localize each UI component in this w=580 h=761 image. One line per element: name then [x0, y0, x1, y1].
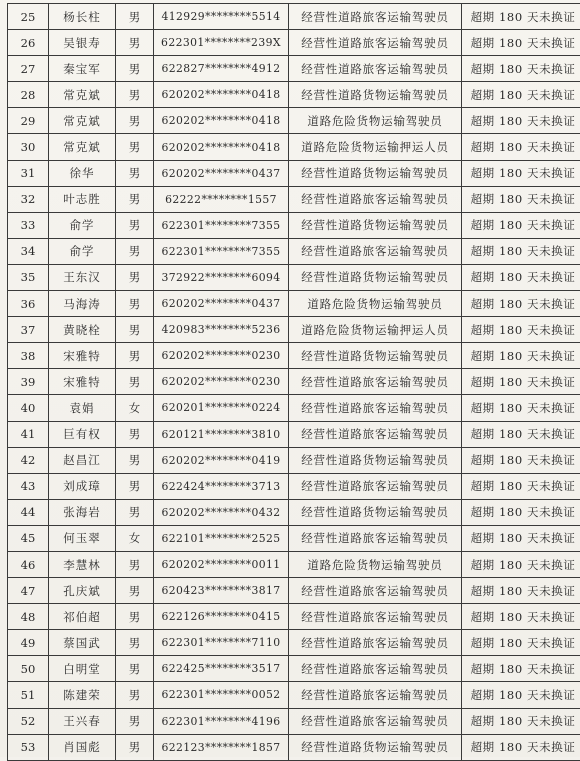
table-row — [8, 630, 580, 656]
table-row — [8, 473, 580, 499]
id-number-cell: 62222********1557 — [154, 186, 289, 212]
qualification-type-cell: 经营性道路旅客运输驾驶员 — [289, 708, 462, 734]
driver-record-table — [7, 3, 580, 761]
driver-name-cell: 王东汉 — [49, 264, 116, 290]
id-number-cell: 622301********7110 — [154, 630, 289, 656]
table-row — [8, 656, 580, 682]
id-number-cell: 622301********7355 — [154, 212, 289, 238]
certificate-status-cell: 超期 180 天未换证 — [462, 4, 580, 30]
id-number-cell: 620202********0011 — [154, 551, 289, 577]
driver-name-cell: 孔庆斌 — [49, 578, 116, 604]
qualification-type-cell: 经营性道路货物运输驾驶员 — [289, 343, 462, 369]
table-row — [8, 238, 580, 264]
qualification-type-cell: 经营性道路旅客运输驾驶员 — [289, 30, 462, 56]
row-number-cell: 47 — [8, 578, 49, 604]
row-number-cell: 29 — [8, 108, 49, 134]
row-number-cell: 41 — [8, 421, 49, 447]
row-number-cell: 42 — [8, 447, 49, 473]
id-number-cell: 622126********0415 — [154, 604, 289, 630]
gender-cell: 男 — [116, 369, 154, 395]
certificate-status-cell: 超期 180 天未换证 — [462, 56, 580, 82]
driver-name-cell: 常克斌 — [49, 82, 116, 108]
table-row — [8, 578, 580, 604]
qualification-type-cell: 经营性道路货物运输驾驶员 — [289, 447, 462, 473]
table-row — [8, 499, 580, 525]
driver-name-cell: 赵昌江 — [49, 447, 116, 473]
gender-cell: 男 — [116, 578, 154, 604]
qualification-type-cell: 经营性道路旅客运输驾驶员 — [289, 656, 462, 682]
certificate-status-cell: 超期 180 天未换证 — [462, 708, 580, 734]
certificate-status-cell: 超期 180 天未换证 — [462, 734, 580, 760]
gender-cell: 男 — [116, 447, 154, 473]
gender-cell: 男 — [116, 343, 154, 369]
driver-name-cell: 秦宝军 — [49, 56, 116, 82]
qualification-type-cell: 经营性道路货物运输驾驶员 — [289, 212, 462, 238]
driver-name-cell: 常克斌 — [49, 108, 116, 134]
id-number-cell: 620202********0432 — [154, 499, 289, 525]
qualification-type-cell: 道路危险货物运输驾驶员 — [289, 291, 462, 317]
certificate-status-cell: 超期 180 天未换证 — [462, 395, 580, 421]
row-number-cell: 28 — [8, 82, 49, 108]
id-number-cell: 620202********0419 — [154, 447, 289, 473]
gender-cell: 男 — [116, 630, 154, 656]
id-number-cell: 620202********0418 — [154, 134, 289, 160]
gender-cell: 男 — [116, 108, 154, 134]
certificate-status-cell: 超期 180 天未换证 — [462, 160, 580, 186]
gender-cell: 男 — [116, 551, 154, 577]
certificate-status-cell: 超期 180 天未换证 — [462, 134, 580, 160]
certificate-status-cell: 超期 180 天未换证 — [462, 551, 580, 577]
row-number-cell: 48 — [8, 604, 49, 630]
driver-name-cell: 王兴春 — [49, 708, 116, 734]
table-row — [8, 525, 580, 551]
row-number-cell: 38 — [8, 343, 49, 369]
certificate-status-cell: 超期 180 天未换证 — [462, 186, 580, 212]
qualification-type-cell: 经营性道路旅客运输驾驶员 — [289, 395, 462, 421]
certificate-status-cell: 超期 180 天未换证 — [462, 212, 580, 238]
row-number-cell: 34 — [8, 238, 49, 264]
row-number-cell: 52 — [8, 708, 49, 734]
driver-name-cell: 宋雅特 — [49, 343, 116, 369]
gender-cell: 男 — [116, 291, 154, 317]
table-row — [8, 604, 580, 630]
row-number-cell: 31 — [8, 160, 49, 186]
gender-cell: 男 — [116, 264, 154, 290]
qualification-type-cell: 道路危险货物运输驾驶员 — [289, 551, 462, 577]
qualification-type-cell: 经营性道路旅客运输驾驶员 — [289, 4, 462, 30]
id-number-cell: 622301********7355 — [154, 238, 289, 264]
qualification-type-cell: 道路危险货物运输押运人员 — [289, 317, 462, 343]
qualification-type-cell: 道路危险货物运输押运人员 — [289, 134, 462, 160]
row-number-cell: 46 — [8, 551, 49, 577]
table-row — [8, 82, 580, 108]
id-number-cell: 620202********0437 — [154, 291, 289, 317]
driver-name-cell: 祁伯超 — [49, 604, 116, 630]
id-number-cell: 620202********0230 — [154, 369, 289, 395]
qualification-type-cell: 经营性道路货物运输驾驶员 — [289, 160, 462, 186]
table-row — [8, 708, 580, 734]
table-row — [8, 186, 580, 212]
qualification-type-cell: 经营性道路旅客运输驾驶员 — [289, 56, 462, 82]
row-number-cell: 32 — [8, 186, 49, 212]
driver-name-cell: 白明堂 — [49, 656, 116, 682]
certificate-status-cell: 超期 180 天未换证 — [462, 578, 580, 604]
row-number-cell: 27 — [8, 56, 49, 82]
driver-name-cell: 徐华 — [49, 160, 116, 186]
id-number-cell: 622123********1857 — [154, 734, 289, 760]
id-number-cell: 622301********4196 — [154, 708, 289, 734]
id-number-cell: 620202********0418 — [154, 108, 289, 134]
gender-cell: 男 — [116, 604, 154, 630]
certificate-status-cell: 超期 180 天未换证 — [462, 369, 580, 395]
gender-cell: 女 — [116, 525, 154, 551]
certificate-status-cell: 超期 180 天未换证 — [462, 317, 580, 343]
row-number-cell: 44 — [8, 499, 49, 525]
row-number-cell: 35 — [8, 264, 49, 290]
gender-cell: 男 — [116, 56, 154, 82]
certificate-status-cell: 超期 180 天未换证 — [462, 499, 580, 525]
row-number-cell: 33 — [8, 212, 49, 238]
driver-name-cell: 马海涛 — [49, 291, 116, 317]
table-row — [8, 134, 580, 160]
driver-name-cell: 袁娟 — [49, 395, 116, 421]
driver-name-cell: 叶志胜 — [49, 186, 116, 212]
certificate-status-cell: 超期 180 天未换证 — [462, 238, 580, 264]
row-number-cell: 39 — [8, 369, 49, 395]
id-number-cell: 620202********0230 — [154, 343, 289, 369]
qualification-type-cell: 经营性道路旅客运输驾驶员 — [289, 186, 462, 212]
table-row — [8, 212, 580, 238]
certificate-status-cell: 超期 180 天未换证 — [462, 30, 580, 56]
gender-cell: 男 — [116, 499, 154, 525]
certificate-status-cell: 超期 180 天未换证 — [462, 630, 580, 656]
table-row — [8, 56, 580, 82]
row-number-cell: 43 — [8, 473, 49, 499]
table-row — [8, 421, 580, 447]
row-number-cell: 53 — [8, 734, 49, 760]
gender-cell: 男 — [116, 212, 154, 238]
qualification-type-cell: 经营性道路货物运输驾驶员 — [289, 264, 462, 290]
id-number-cell: 620121********3810 — [154, 421, 289, 447]
table-body — [8, 4, 580, 761]
gender-cell: 男 — [116, 734, 154, 760]
gender-cell: 男 — [116, 708, 154, 734]
gender-cell: 男 — [116, 473, 154, 499]
row-number-cell: 50 — [8, 656, 49, 682]
table-row — [8, 160, 580, 186]
qualification-type-cell: 经营性道路旅客运输驾驶员 — [289, 473, 462, 499]
qualification-type-cell: 经营性道路旅客运输驾驶员 — [289, 421, 462, 447]
certificate-status-cell: 超期 180 天未换证 — [462, 264, 580, 290]
id-number-cell: 420983********5236 — [154, 317, 289, 343]
id-number-cell: 622301********0052 — [154, 682, 289, 708]
driver-name-cell: 俞学 — [49, 238, 116, 264]
id-number-cell: 622301********239X — [154, 30, 289, 56]
gender-cell: 男 — [116, 421, 154, 447]
qualification-type-cell: 经营性道路旅客运输驾驶员 — [289, 369, 462, 395]
table-row — [8, 551, 580, 577]
row-number-cell: 37 — [8, 317, 49, 343]
row-number-cell: 25 — [8, 4, 49, 30]
table-row — [8, 264, 580, 290]
gender-cell: 男 — [116, 4, 154, 30]
qualification-type-cell: 经营性道路旅客运输驾驶员 — [289, 238, 462, 264]
qualification-type-cell: 经营性道路旅客运输驾驶员 — [289, 525, 462, 551]
table-row — [8, 108, 580, 134]
id-number-cell: 622425********3517 — [154, 656, 289, 682]
gender-cell: 男 — [116, 134, 154, 160]
row-number-cell: 51 — [8, 682, 49, 708]
qualification-type-cell: 经营性道路旅客运输驾驶员 — [289, 682, 462, 708]
table-row — [8, 4, 580, 30]
certificate-status-cell: 超期 180 天未换证 — [462, 421, 580, 447]
driver-name-cell: 刘成璋 — [49, 473, 116, 499]
qualification-type-cell: 经营性道路旅客运输驾驶员 — [289, 630, 462, 656]
gender-cell: 男 — [116, 656, 154, 682]
certificate-status-cell: 超期 180 天未换证 — [462, 291, 580, 317]
table-row — [8, 682, 580, 708]
gender-cell: 男 — [116, 238, 154, 264]
driver-name-cell: 常克斌 — [49, 134, 116, 160]
certificate-status-cell: 超期 180 天未换证 — [462, 604, 580, 630]
id-number-cell: 620202********0418 — [154, 82, 289, 108]
gender-cell: 男 — [116, 682, 154, 708]
row-number-cell: 36 — [8, 291, 49, 317]
driver-name-cell: 杨长柱 — [49, 4, 116, 30]
id-number-cell: 620201********0224 — [154, 395, 289, 421]
certificate-status-cell: 超期 180 天未换证 — [462, 473, 580, 499]
row-number-cell: 49 — [8, 630, 49, 656]
driver-name-cell: 宋雅特 — [49, 369, 116, 395]
driver-name-cell: 李慧林 — [49, 551, 116, 577]
certificate-status-cell: 超期 180 天未换证 — [462, 82, 580, 108]
driver-name-cell: 黄晓栓 — [49, 317, 116, 343]
row-number-cell: 40 — [8, 395, 49, 421]
id-number-cell: 620423********3817 — [154, 578, 289, 604]
id-number-cell: 620202********0437 — [154, 160, 289, 186]
row-number-cell: 30 — [8, 134, 49, 160]
qualification-type-cell: 道路危险货物运输驾驶员 — [289, 108, 462, 134]
certificate-status-cell: 超期 180 天未换证 — [462, 108, 580, 134]
gender-cell: 男 — [116, 317, 154, 343]
qualification-type-cell: 经营性道路旅客运输驾驶员 — [289, 578, 462, 604]
table-row — [8, 447, 580, 473]
driver-name-cell: 肖国彪 — [49, 734, 116, 760]
table-row — [8, 343, 580, 369]
qualification-type-cell: 经营性道路货物运输驾驶员 — [289, 734, 462, 760]
id-number-cell: 412929********5514 — [154, 4, 289, 30]
table-row — [8, 291, 580, 317]
table-row — [8, 30, 580, 56]
table-row — [8, 734, 580, 760]
driver-name-cell: 蔡国武 — [49, 630, 116, 656]
id-number-cell: 622827********4912 — [154, 56, 289, 82]
table-row — [8, 369, 580, 395]
qualification-type-cell: 经营性道路货物运输驾驶员 — [289, 82, 462, 108]
qualification-type-cell: 经营性道路货物运输驾驶员 — [289, 499, 462, 525]
certificate-status-cell: 超期 180 天未换证 — [462, 682, 580, 708]
row-number-cell: 26 — [8, 30, 49, 56]
gender-cell: 男 — [116, 186, 154, 212]
certificate-status-cell: 超期 180 天未换证 — [462, 525, 580, 551]
certificate-status-cell: 超期 180 天未换证 — [462, 447, 580, 473]
qualification-type-cell: 经营性道路旅客运输驾驶员 — [289, 604, 462, 630]
certificate-status-cell: 超期 180 天未换证 — [462, 656, 580, 682]
gender-cell: 男 — [116, 160, 154, 186]
id-number-cell: 372922********6094 — [154, 264, 289, 290]
driver-name-cell: 吴银寿 — [49, 30, 116, 56]
table-row — [8, 317, 580, 343]
table-row — [8, 395, 580, 421]
driver-name-cell: 俞学 — [49, 212, 116, 238]
driver-name-cell: 巨有权 — [49, 421, 116, 447]
id-number-cell: 622424********3713 — [154, 473, 289, 499]
driver-name-cell: 陈建荣 — [49, 682, 116, 708]
id-number-cell: 622101********2525 — [154, 525, 289, 551]
certificate-status-cell: 超期 180 天未换证 — [462, 343, 580, 369]
driver-name-cell: 张海岩 — [49, 499, 116, 525]
driver-name-cell: 何玉翠 — [49, 525, 116, 551]
gender-cell: 男 — [116, 30, 154, 56]
gender-cell: 男 — [116, 82, 154, 108]
row-number-cell: 45 — [8, 525, 49, 551]
gender-cell: 女 — [116, 395, 154, 421]
